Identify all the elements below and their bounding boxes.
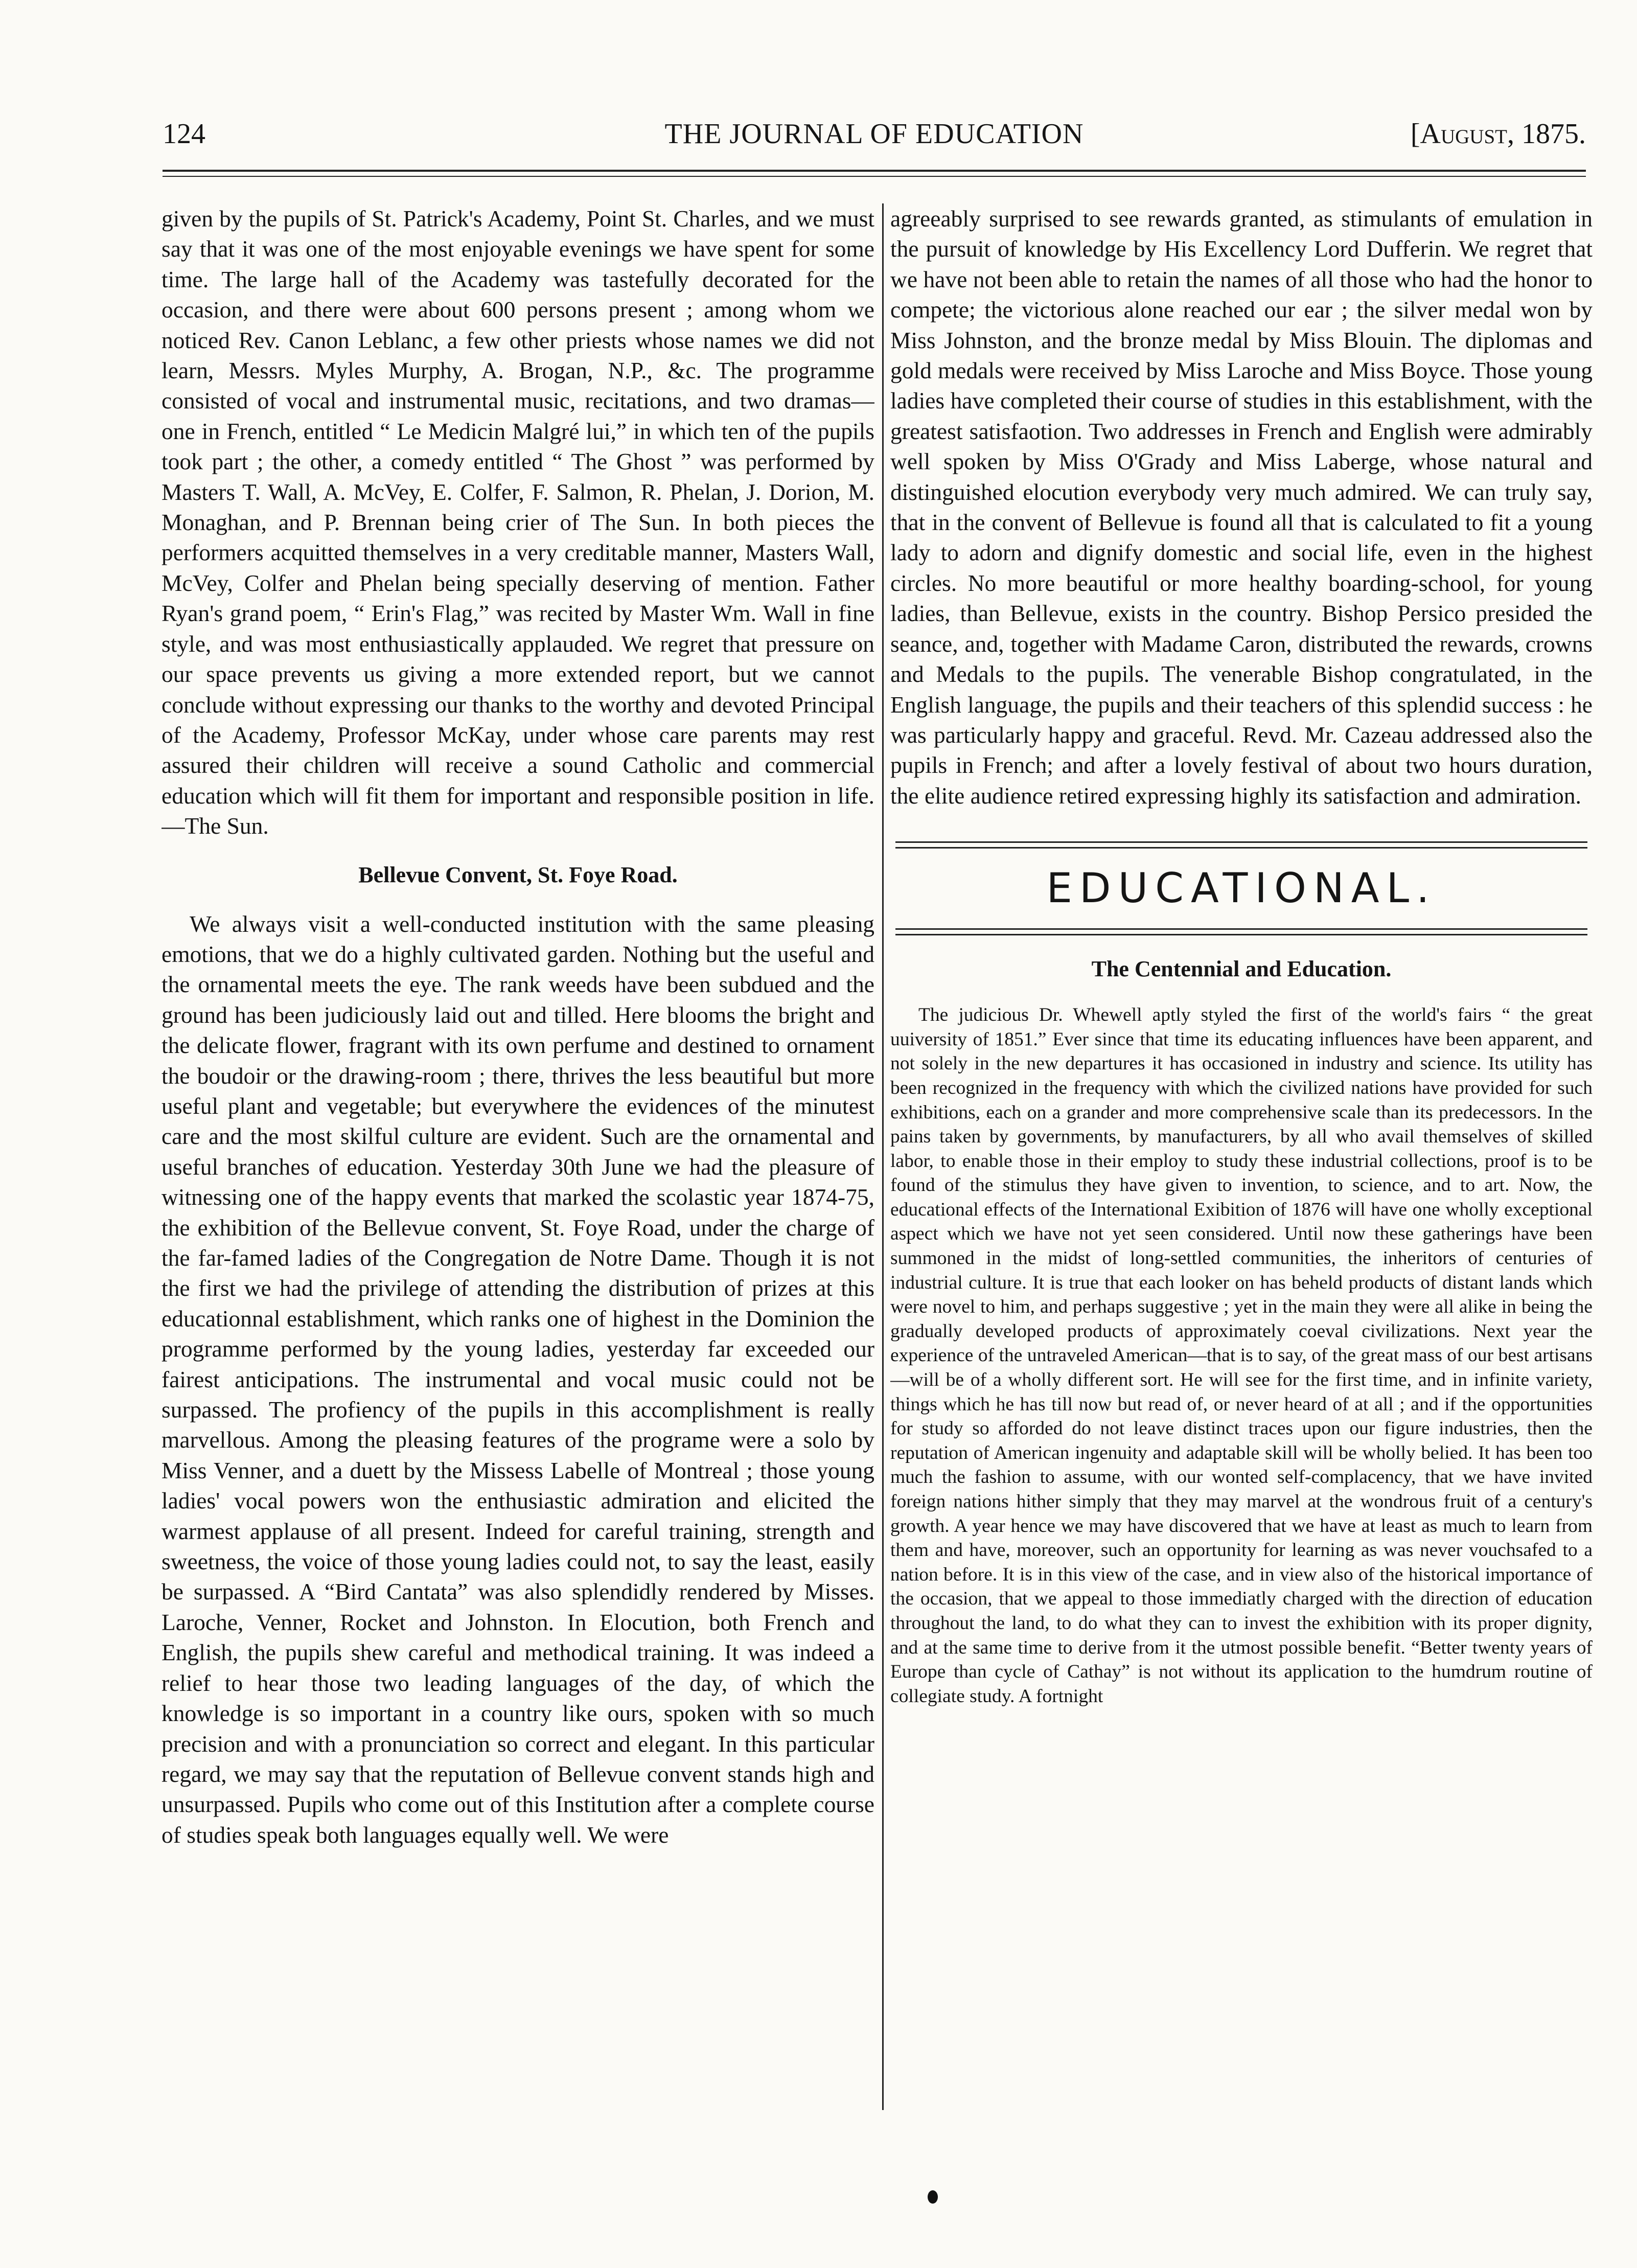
left-column [162,203,874,2115]
article-heading-centennial: The Centennial and Education. [1091,956,1392,982]
column-divider [882,203,884,2110]
article-bellevue-continued: agreeably surprised to see rewards granted, as stimulants of emulation in the pursuit of knowledge by His Excellency Lord Dufferin. We regret that we have not been able to retain the names of all those who had the honor to compete; the victorious alone reached our ear ; the silver medal won by Miss Johnston, and the bronze medal by Miss Blouin. The diplomas and gold medals were received by Miss Laroche and Miss Boyce. Those young ladies have completed their course of studies in this establishment, with the greatest satisfaotion. Two addresses in French and English were admirably well spoken by Miss O'Grady and Miss Laberge, whose natural and distinguished elocution everybody very much admired. We can truly say, that in the convent of Bellevue is found all that is calculated to fit a young lady to adorn and dignify domestic and social life, even in the highest circles. No more beautiful or more healthy boarding-school, for young ladies, than Bellevue, exists in the country. Bishop Persico presided the seance, and, together with Madame Caron, distributed the rewards, crowns and Medals to the pupils. The venerable Bishop congratulated, in the English language, the pupils and their teachers of this splendid success : he was particularly happy and graceful. Revd. Mr. Cazeau addressed also the pupils in French; and after a lovely festival of about two hours duration, the elite audience retired expressing highly its satisfaction and admiration. [890,205,1593,809]
article-text-bellevue: We always visit a well-conducted institution with the same pleasing emotions, that we do a highly cultivated garden. Nothing but the useful and the ornamental meets the eye. The rank weeds have been subdued and the ground has been judiciously laid out and tilled. Here blooms the bright and the delicate flower, fragrant with its own perfume and destined to ornament the boudoir or the drawing-room ; there, thrives the less beautiful but more useful plant and vegetable; but everywhere the evidences of the minutest care and the most skilful culture are evident. Such are the ornamental and useful branches of education. Yesterday 30th June we had the pleasure of witnessing one of the happy events that marked the scolastic year 1874-75, the exhibition of the Bellevue convent, St. Foye Road, under the charge of the far-famed ladies of the Congregation de Notre Dame. Though it is not the first we had the privilege of attending the distribution of prizes at this educationnal establishment, which ranks one of highest in the Dominion the programme performed by the young ladies, yesterday far exceeded our fairest anticipations. The instrumental and vocal music could not be surpassed. The profiency of the pupils in this accomplishment is really marvellous. Among the pleasing features of the programe were a solo by Miss Venner, and a duett by the Missess Labelle of Montreal ; those young ladies' vocal powers won the enthusiastic admiration and elicited the warmest applause of all present. Indeed for careful training, strength and sweetness, the voice of those young ladies could not, to say the least, easily be surpassed. A “Bird Cantata” was also splendidly rendered by Misses. Laroche, Venner, Rocket and Johnston. In Elocution, both French and English, the pupils shew careful and methodical training. It was indeed a relief to hear those two leading languages of the day, of which the knowledge is so important in a country like ours, spoken with so much precision and with a pronunciation so correct and elegant. In this particular regard, we may say that the reputation of Bellevue convent stands high and unsurpassed. Pupils who come out of this Institution after a complete course of studies speak both languages equally well. We were [162,910,874,1848]
journal-title: THE JOURNAL OF EDUCATION [664,118,1084,150]
section-title: EDUCATIONAL. [1046,864,1437,912]
article-text-centennial: The judicious Dr. Whewell aptly styled the first of the world's fairs “ the great uuiversity of 1851.” Ever since that time its educating influences have been apparent, and not solely in the new departures it has occasioned in industry and science. Its utility has been recognized in the frequency with which the civilized nations have provided for such exhibitions, each on a grander and more comprehensive scale than its predecessors. In the pains taken by governments, by manufacturers, by all who avail themselves of skilled labor, to enable those in their employ to study these industrial collections, proof is to be found of the stimulus they have given to invention, to science, and to art. Now, the educational effects of the International Exibition of 1876 will have one wholly exceptional aspect which we have not yet seen considered. Until now these gatherings have been summoned in the midst of long-settled communities, the inheritors of centuries of industrial culture. It is true that each looker on has beheld products of distant lands which were novel to him, and perhaps suggestive ; yet in the main they were all alike in being the gradually developed products of approximately coeval civilizations. Next year the experience of the untraveled American—that is to say, of the great mass of our best artisans—will be of a wholly different sort. He will see for the first time, and in infinite variety, things which he has till now but read of, or never heard of at all ; and if the opportunities for study so afforded do not leave distinct traces upon our figure industries, then the reputation of American ingenuity and adaptable skill will be wholly belied. It has been too much the fashion to assume, with our wonted self-complacency, that we have invited foreign nations hither simply that they may marvel at the wondrous fruit of a century's growth. A year hence we may have discovered that we have at least as much to learn from them and have, moreover, such an opportunity for learning as was never vouchsafed to a nation before. It is in this view of the case, and in view also of the historical importance of the occasion, that we appeal to those immediatly charged with the direction of education throughout the land, to do what they can to invest the exhibition with its proper dignity, and at the same time to derive from it the utmost possible benefit. “Better twenty years of Europe than cycle of Cathay” is not without its application to the humdrum routine of collegiate study. A fortnight [890,1004,1593,1707]
article-heading-bellevue: Bellevue Convent, St. Foye Road. [358,862,678,887]
section-rule-top [895,841,1587,849]
page-ornament [928,2190,938,2204]
page-number: 124 [163,118,205,150]
page-header [163,113,1586,154]
right-column [890,203,1593,2115]
section-rule-bottom [895,928,1587,935]
article-continued-text: given by the pupils of St. Patrick's Academy, Point St. Charles, and we must say that it was one of the most enjoyable evenings we have spent for some time. The large hall of the Academy was tastefully decorated for the occasion, and there were about 600 persons present ; among whom we noticed Rev. Canon Leblanc, a few other priests whose names we did not learn, Messrs. Myles Murphy, A. Brogan, N.P., &c. The programme consisted of vocal and instrumental music, recitations, and two dramas—one in French, entitled “ Le Medicin Malgré lui,” in which ten of the pupils took part ; the other, a comedy entitled “ The Ghost ” was performed by Masters T. Wall, A. McVey, E. Colfer, F. Salmon, R. Phelan, J. Dorion, M. Monaghan, and P. Brennan being crier of The Sun. In both pieces the performers acquitted themselves in a very creditable manner, Masters Wall, McVey, Colfer and Phelan being specially deserving of mention. Father Ryan's grand poem, “ Erin's Flag,” was recited by Master Wm. Wall in fine style, and was most enthusiastically applauded. We regret that pressure on our space prevents us giving a more extended report, but we cannot conclude without expressing our thanks to the worthy and devoted Principal of the Academy, Professor McKay, under whose care parents may rest assured their children will receive a sound Catholic and commercial education which will fit them for important and responsible position in life.—The Sun. [162,205,874,839]
issue-date: [August, 1875. [1410,118,1586,150]
header-rule-top [163,170,1586,172]
header-rule-bottom [163,176,1586,177]
